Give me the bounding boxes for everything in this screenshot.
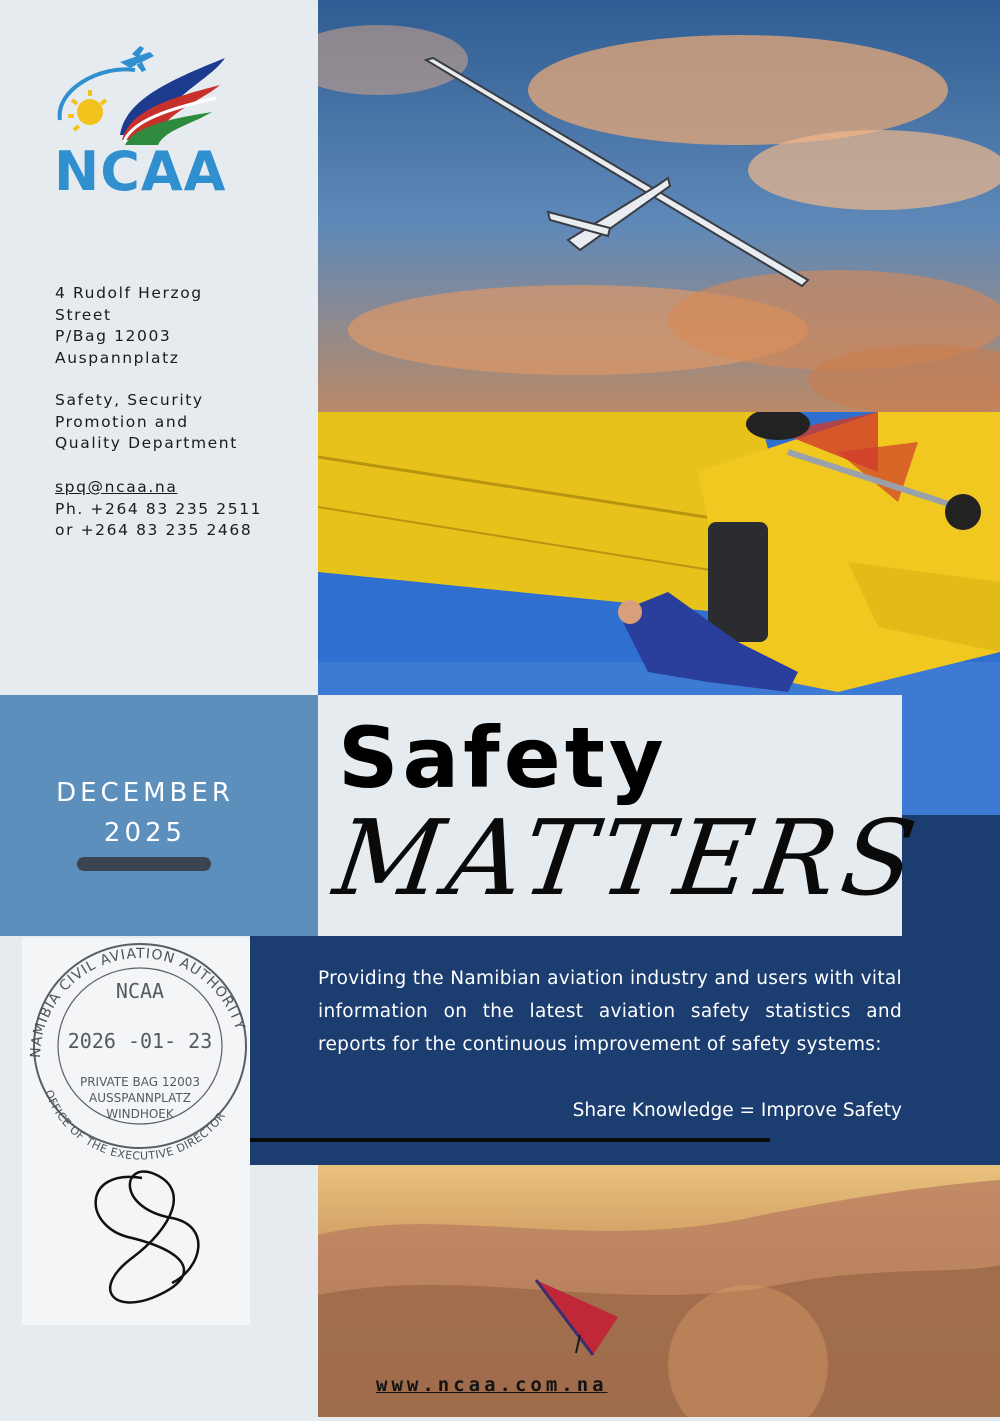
issue-year: 2025 bbox=[103, 818, 187, 848]
signature-icon bbox=[96, 1172, 199, 1303]
glider-sky-photo bbox=[318, 0, 1000, 412]
stamp-bottom-arc: OFFICE OF THE EXECUTIVE DIRECTOR bbox=[42, 1088, 229, 1163]
logo-emblem-icon bbox=[50, 40, 240, 150]
date-underline-bar bbox=[77, 857, 211, 871]
address-line: 4 Rudolf Herzog bbox=[55, 284, 203, 302]
stamp-line1: PRIVATE BAG 12003 bbox=[79, 1075, 201, 1089]
address-line: Street bbox=[55, 305, 112, 324]
department-block bbox=[55, 390, 305, 455]
issue-date bbox=[0, 773, 290, 853]
stamp-center: NCAA bbox=[115, 979, 165, 1003]
stamp-arc-text: NAMIBIA CIVIL AVIATION AUTHORITY bbox=[27, 945, 248, 1059]
department-line: Promotion and bbox=[55, 412, 189, 431]
phone-secondary: or +264 83 235 2468 bbox=[55, 521, 253, 539]
description-text: Providing the Namibian aviation industry and users with vital information on the latest aviation safety statistics and reports for the continuous improvement of safety systems: bbox=[318, 968, 902, 1055]
department-line: Quality Department bbox=[55, 434, 238, 452]
stamp-date: 2026 -01- 23 bbox=[67, 1029, 213, 1053]
divider-line bbox=[212, 1138, 770, 1142]
tagline: Share Knowledge = Improve Safety bbox=[572, 1100, 902, 1121]
issue-month: DECEMBER bbox=[56, 778, 234, 808]
title-safety: Safety bbox=[338, 709, 668, 807]
title-matters: MATTERS bbox=[327, 797, 929, 919]
contact-block bbox=[55, 477, 305, 542]
official-stamp bbox=[22, 938, 250, 1325]
address-line: Auspannplatz bbox=[55, 348, 180, 367]
website-link[interactable]: www.ncaa.com.na bbox=[376, 1374, 608, 1396]
logo-wordmark: NCAA bbox=[54, 140, 227, 203]
email-link[interactable]: spq@ncaa.na bbox=[55, 478, 178, 496]
department-line: Safety, Security bbox=[55, 391, 204, 409]
phone-primary: Ph. +264 83 235 2511 bbox=[55, 499, 263, 518]
address-block bbox=[55, 283, 305, 369]
stamp-line3: WINDHOEK bbox=[106, 1107, 174, 1121]
address-line: P/Bag 12003 bbox=[55, 327, 172, 345]
stamp-line2: AUSSPANNPLATZ bbox=[89, 1091, 191, 1105]
